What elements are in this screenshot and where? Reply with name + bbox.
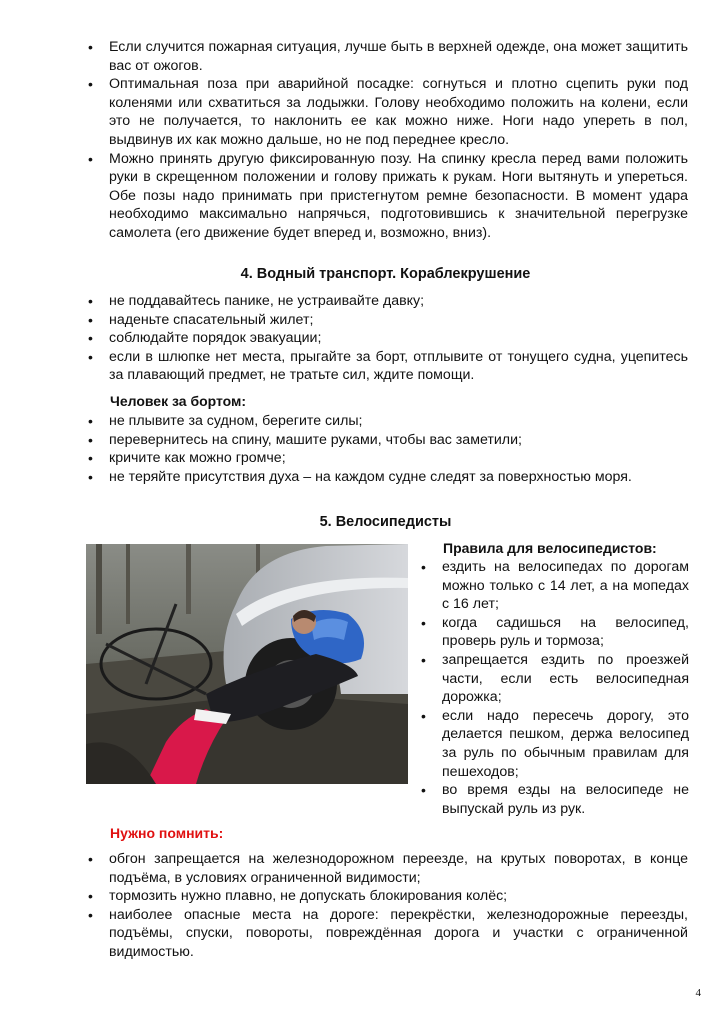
list-item: • если надо пересечь дорогу, это делается пешком, держа велосипед за руль по обычным правилам для пешеходов;	[416, 707, 689, 781]
list-item: • тормозить нужно плавно, не допускать блокирования колёс;	[83, 887, 688, 906]
remember-bullet-list	[83, 850, 688, 962]
cyclist-accident-photo	[86, 544, 408, 784]
list-item: • наденьте спасательный жилет;	[83, 311, 688, 330]
remember-title: Нужно помнить:	[110, 825, 224, 841]
shipwreck-bullet-list	[83, 292, 688, 385]
list-item: • когда садишься на велосипед, проверь руль и тормоза;	[416, 614, 689, 651]
list-item: • наиболее опасные места на дороге: перекрёстки, железнодорожные переезды, подъёмы, спуски, повороты, повреждённая дорога и участки с ограниченной видимостью.	[83, 906, 688, 962]
list-item: • Можно принять другую фиксированную позу. На спинку кресла перед вами положить руки в скрещенном положении и голову прижать к рукам. Ноги вытянуть и упереться. Обе позы надо принимать при пристегнутом ремне безопасности. В момент удара необходимо максимально напрячься, подготовившись к значительной перегрузке самолета (его движение будет вперед и, возможно, вниз).	[83, 150, 688, 243]
list-item: • не теряйте присутствия духа – на каждом судне следят за поверхностью моря.	[83, 468, 688, 487]
intro-bullet-list	[83, 38, 688, 243]
list-item: • если в шлюпке нет места, прыгайте за борт, отплывите от тонущего судна, уцепитесь за плавающий предмет, не тратьте сил, ждите помощи.	[83, 348, 688, 385]
list-item: • во время езды на велосипеде не выпускай руль из рук.	[416, 781, 689, 818]
section-5-title: 5. Велосипедисты	[319, 514, 452, 530]
list-item: • ездить на велосипедах по дорогам можно только с 14 лет, а на мопедах с 16 лет;	[416, 558, 689, 614]
list-item: • обгон запрещается на железнодорожном переезде, на крутых поворотах, в конце подъёма, в условиях ограниченной видимости;	[83, 850, 688, 887]
list-item: • Оптимальная поза при аварийной посадке: согнуться и плотно сцепить руки под коленями или схватиться за лодыжки. Голову необходимо положить на колени, если это не получается, то наклонить ее как можно ниже. Ноги надо упереть в пол, выдвинув их как можно дальше, но не под переднее кресло.	[83, 75, 688, 149]
overboard-bullet-list	[83, 412, 688, 486]
page-number: 4	[695, 987, 701, 999]
list-item: • соблюдайте порядок эвакуации;	[83, 329, 688, 348]
cyclist-rules-list	[416, 558, 689, 818]
list-item: • запрещается ездить по проезжей части, если есть велосипедная дорожка;	[416, 651, 689, 707]
section-4-title: 4. Водный транспорт. Кораблекрушение	[240, 266, 531, 282]
list-item: • кричите как можно громче;	[83, 449, 688, 468]
list-item: • не поддавайтесь панике, не устраивайте давку;	[83, 292, 688, 311]
list-item: • Если случится пожарная ситуация, лучше быть в верхней одежде, она может защитить вас от ожогов.	[83, 38, 688, 75]
list-item: • перевернитесь на спину, машите руками, чтобы вас заметили;	[83, 431, 688, 450]
list-item: • не плывите за судном, берегите силы;	[83, 412, 688, 431]
overboard-title: Человек за бортом:	[110, 393, 247, 409]
cyclist-rules-title: Правила для велосипедистов:	[443, 540, 657, 556]
